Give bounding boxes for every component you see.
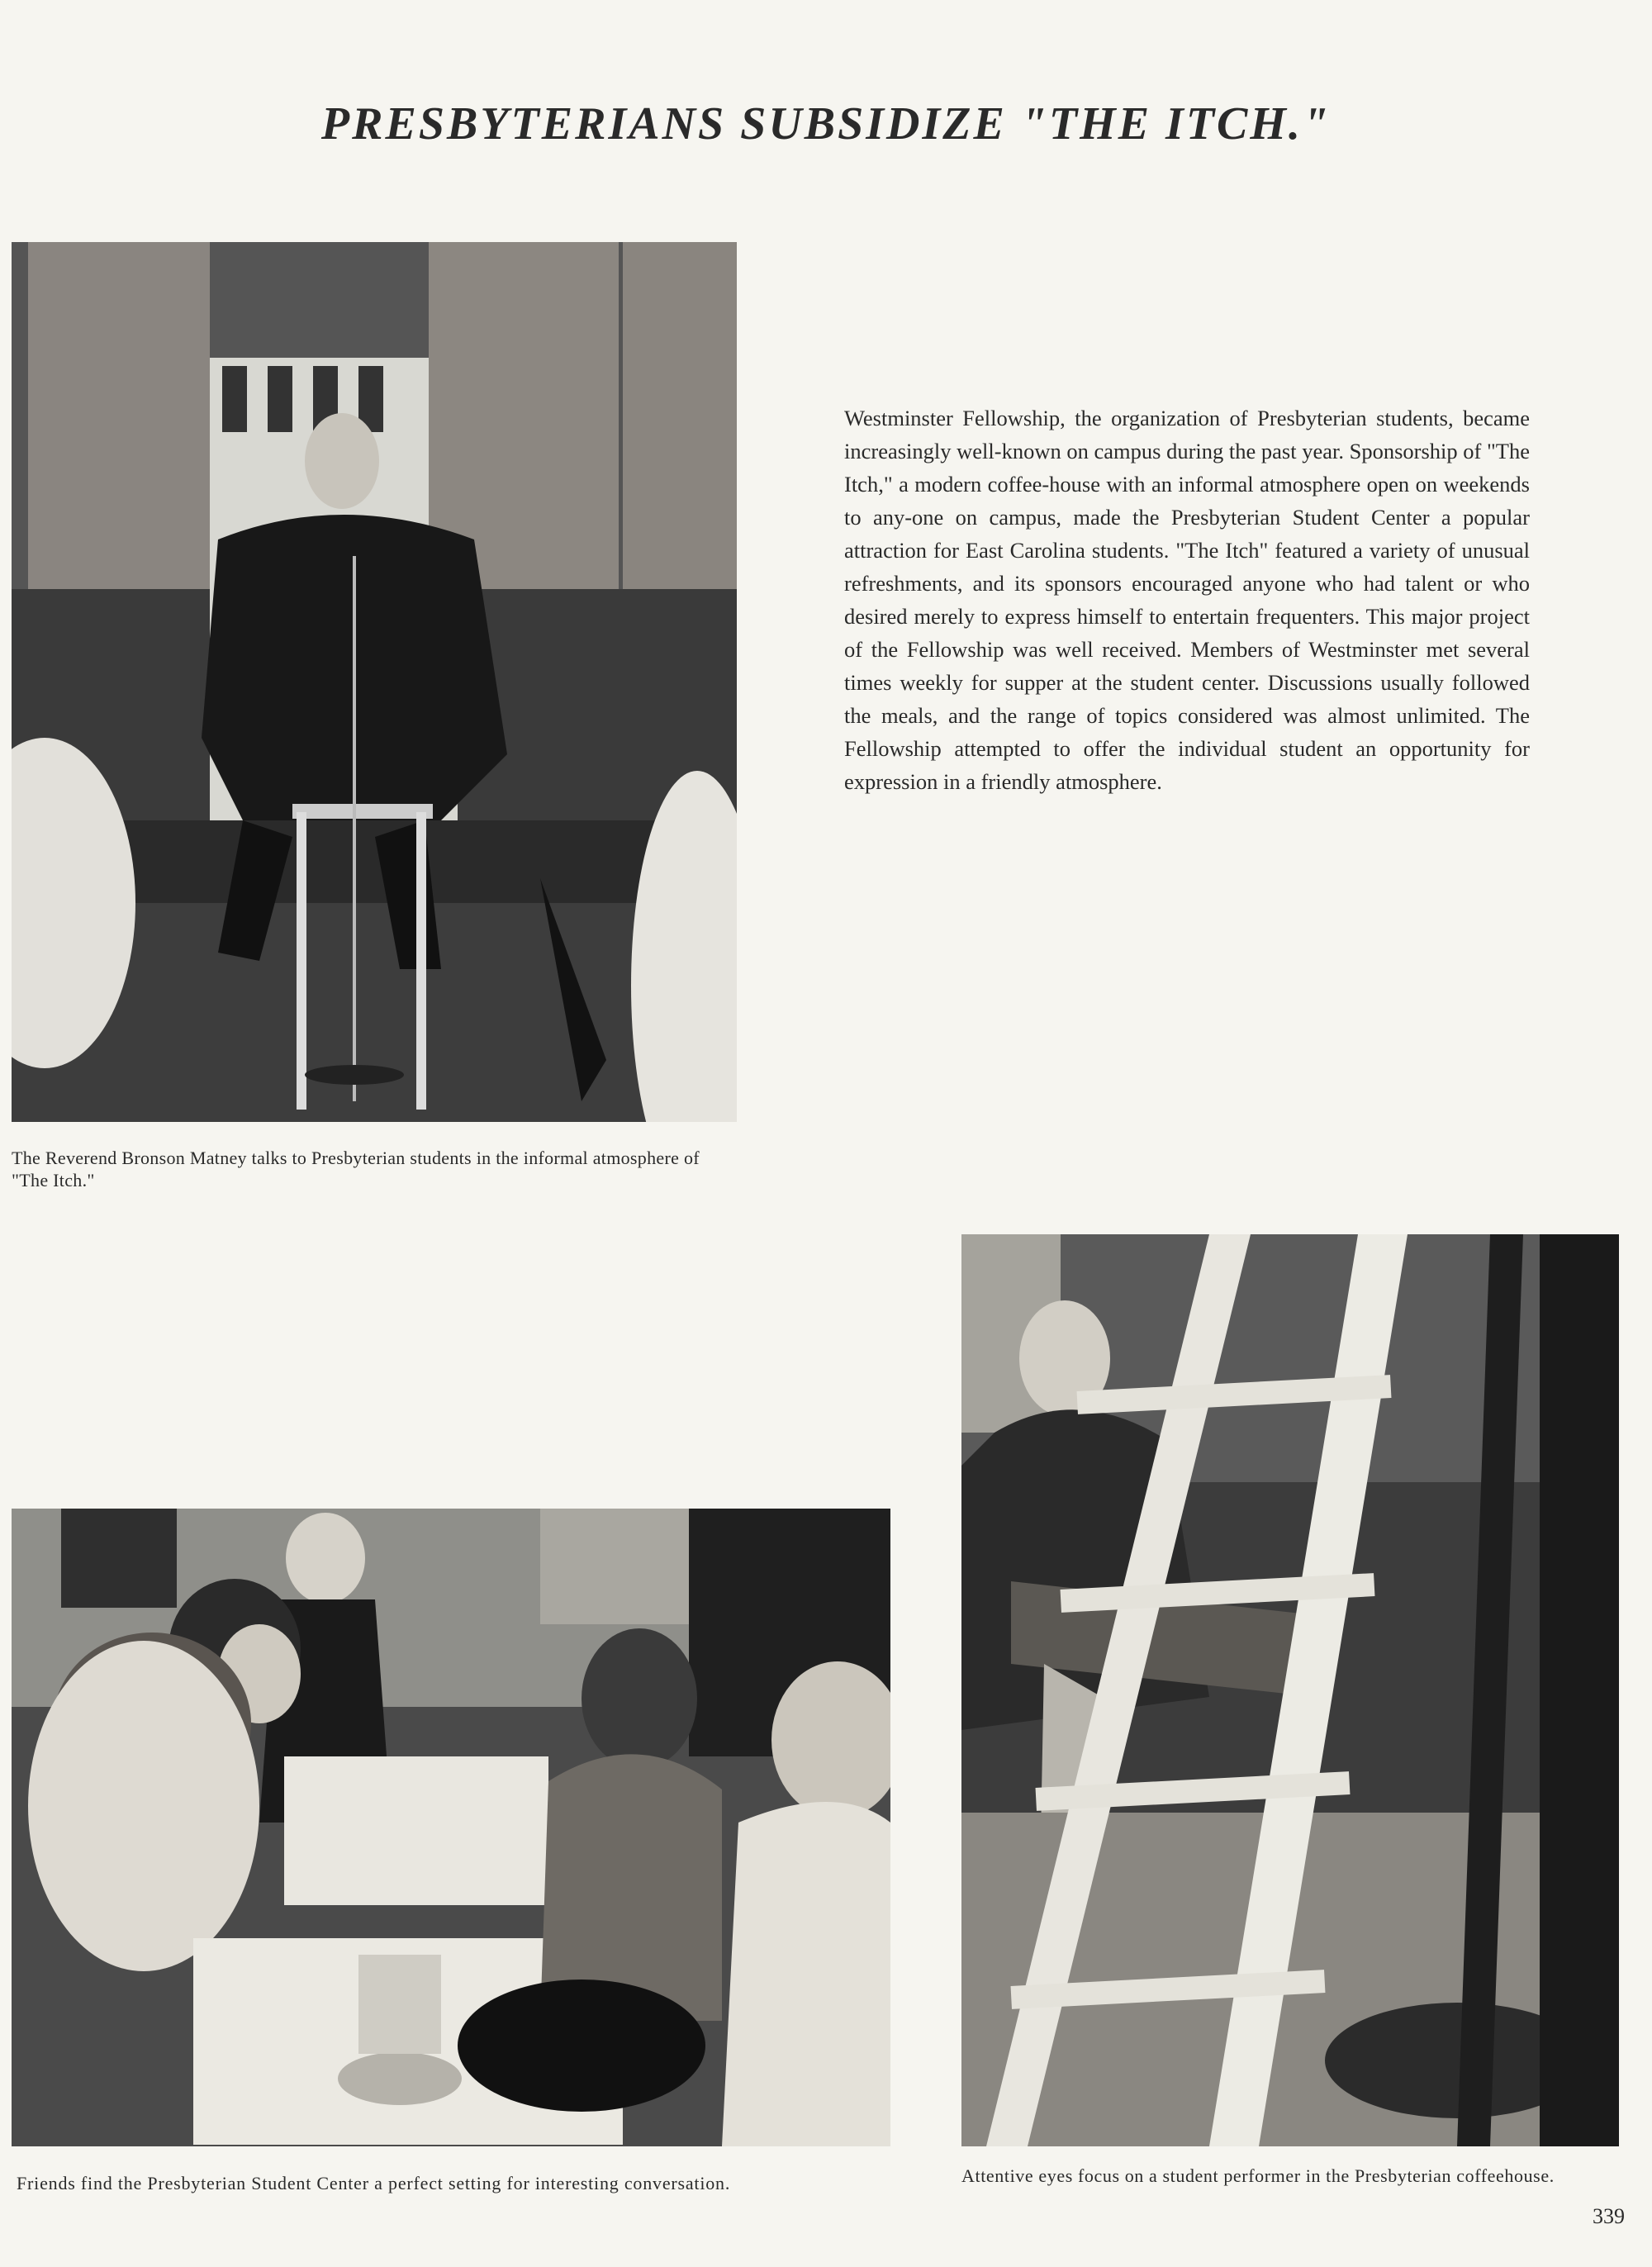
caption-speaker: The Reverend Bronson Matney talks to Presbyterian students in the informal atmosphere of "The Itch." [12, 1148, 700, 1191]
photo-audience [961, 1234, 1619, 2146]
caption-audience: Attentive eyes focus on a student performer in the Presbyterian coffeehouse. [961, 2165, 1555, 2186]
page-number: 339 [1593, 2204, 1625, 2228]
photo-speaker-image [12, 242, 737, 1122]
page-title: PRESBYTERIANS SUBSIDIZE "THE ITCH." [320, 98, 1332, 150]
caption-friends: Friends find the Presbyterian Student Center a perfect setting for interesting conversation. [17, 2173, 731, 2193]
photo-speaker [12, 242, 737, 1122]
photo-friends-image [12, 1509, 890, 2146]
photo-audience-image [961, 1234, 1619, 2146]
article-body: Westminster Fellowship, the organization of Presbyterian students, became increasingly well-known on campus during the past year. Sponsorship of "The Itch," a modern coffee-house with an informal atmosphere open on weekends to any-one on campus, made the Presbyterian Student Center a popular attraction for East Carolina students. "The Itch" featured a variety of unusual refreshments, and its sponsors encouraged anyone who had talent or who desired merely to express himself to entertain frequenters. This major project of the Fellowship was well received. Members of Westminster met several times weekly for supper at the student center. Discussions usually followed the meals, and the range of topics considered was almost unlimited. The Fellowship attempted to offer the individual student an opportunity for expression in a friendly atmosphere. [844, 406, 1530, 794]
photo-friends [12, 1509, 890, 2146]
